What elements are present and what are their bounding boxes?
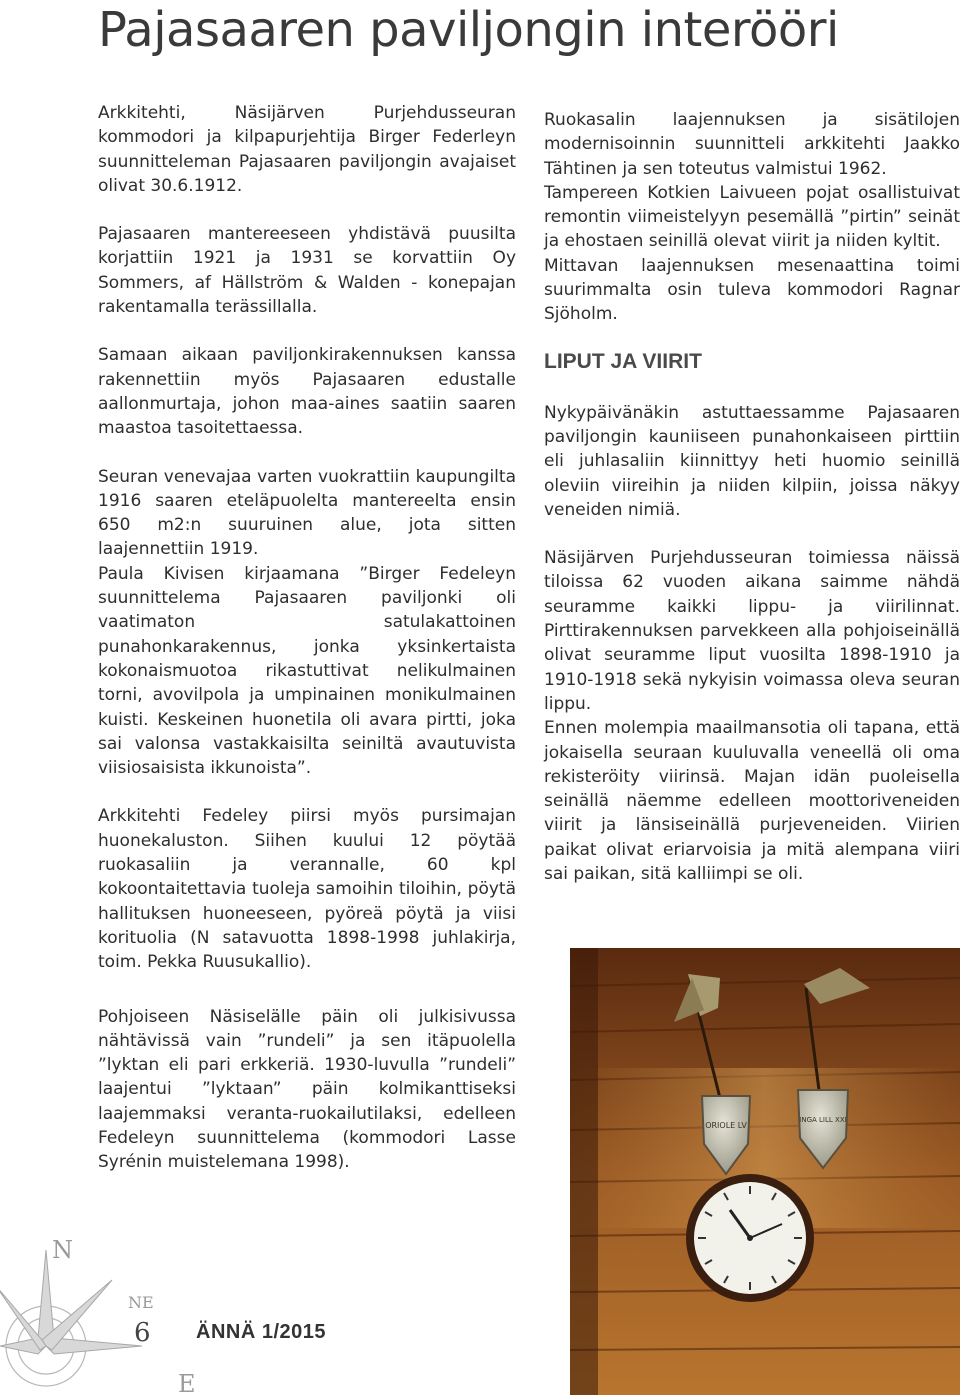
interior-photo	[570, 948, 960, 1395]
compass-n-label: N	[52, 1236, 73, 1264]
page-number: 6	[134, 1318, 151, 1348]
paragraph: Mittavan laajennuksen mesenaattina toimi suurimmalta osin tuleva kommodori Ragnar Sjöholm.	[544, 255, 960, 325]
compass-e-label: E	[178, 1370, 196, 1395]
paragraph: Pajasaaren mantereeseen yhdistävä puusilta korjattiin 1921 ja 1931 se korvattiin Oy Sommers, af Hällström & Walden - konepajan rakentamalla terässillalla.	[98, 224, 516, 318]
paragraph: Paula Kivisen kirjaamana ”Birger Fedeleyn suunnittelema Pajasaaren paviljonki oli vaatimaton satulakattoinen punahonkarakennus, jonka yksinkertaista kokonaismuotoa rikastuttivat nelikulmainen torni, avovilpola ja umpinainen monikulmainen kuisti. Keskeinen huonetila oli avara pirtti, joka sai valonsa vastakkaisilta seiniltä avautuvista viisiosaisista ikkunoista”.	[98, 563, 516, 779]
left-column	[98, 101, 516, 1175]
compass-rose	[0, 1228, 200, 1395]
paragraph: Ennen molempia maailmansotia oli tapana, että jokaisella seuraan kuuluvalla veneellä oli oma rekisteröity viirinsä. Majan idän puoleisella seinällä näemme edelleen moottoriveneiden viirit ja länsiseinällä purjeveneiden. Viirien paikat olivat eriarvoisia ja mitä alempana viiri sai paikan, sitä kalliimpi se oli.	[544, 718, 960, 885]
paragraph: Tampereen Kotkien Laivueen pojat osallistuivat remontin viimeistelyyn pesemällä ”pirtin” seinät ja ehostaen seinillä olevat viirit ja niiden kyltit.	[544, 182, 960, 252]
paragraph: Arkkitehti Fedeley piirsi myös pursimajan huonekaluston. Siihen kuului 12 pöytää ruokasaliin ja verannalle, 60 kpl kokoontaitettavia tuoleja samoihin tiloihin, pöytä hallituksen huoneeseen, pyöreä pöytä ja viisi korituolia (N satavuotta 1898-1998 juhlakirja, toim. Pekka Ruusukallio).	[98, 806, 516, 973]
paragraph: Ruokasalin laajennuksen ja sisätilojen modernisoinnin suunnitteli arkkitehti Jaakko Tähtinen ja sen toteutus valmistui 1962.	[544, 110, 960, 179]
paragraph: Pohjoiseen Näsiselälle päin oli julkisivussa nähtävissä vain ”rundeli” ja sen itäpuolella ”lyktan eli pari erkkeriä. 1930-luvulla ”rundeli” laajentui ”lyktaan” päin kolmikanttiseksi laajemmaksi veranta-ruokailutilaksi, edelleen Fedeleyn suunnittelema (kommodori Lasse Syrénin muistelemana 1998).	[98, 1006, 516, 1173]
paragraph: Samaan aikaan paviljonkirakennuksen kanssa rakennettiin myös Pajasaaren edustalle aallonmurtaja, johon maa-aines saatiin saaren maastoa tasoitettaessa.	[98, 345, 516, 439]
plaque-right-text: INGA LILL XXI	[799, 1116, 847, 1124]
paragraph: Nykypäivänäkin astuttaessamme Pajasaaren paviljongin kauniiseen punahonkaiseen pirttiin eli juhlasaliin kiinnittyy heti huomio seinillä oleviin viireihin ja niiden kilpiin, joissa näkyy veneiden nimiä.	[544, 402, 960, 520]
compass-ne-label: NE	[128, 1293, 154, 1312]
plaque-left-text: ORIOLE LV	[705, 1121, 747, 1130]
section-heading: LIPUT JA VIIRIT	[544, 349, 702, 373]
right-column	[544, 108, 960, 886]
paragraph: Näsijärven Purjehdusseuran toimiessa näissä tiloissa 62 vuoden aikana saimme nähdä seuramme kaikki lippu- ja viirilinnat. Pirttirakennuksen parvekkeen alla pohjoiseinällä olivat seuramme liput vuosilta 1898-1910 ja 1910-1918 sekä nykyisin voimassa oleva seuran lippu.	[544, 548, 960, 714]
paragraph: Arkkitehti, Näsijärven Purjehdusseuran kommodori ja kilpapurjehtija Birger Federleyn suunnitteleman Pajasaaren paviljongin avajaiset olivat 30.6.1912.	[98, 103, 516, 196]
magazine-issue: ÄNNÄ 1/2015	[196, 1321, 327, 1343]
paragraph: Seuran venevajaa varten vuokrattiin kaupungilta 1916 saaren eteläpuolelta mantereelta ensin 650 m2:n suuruinen alue, jota sitten laajennettiin 1919.	[98, 466, 516, 560]
wall-clock	[686, 1174, 814, 1302]
page-title: Pajasaaren paviljongin interööri	[98, 2, 839, 58]
